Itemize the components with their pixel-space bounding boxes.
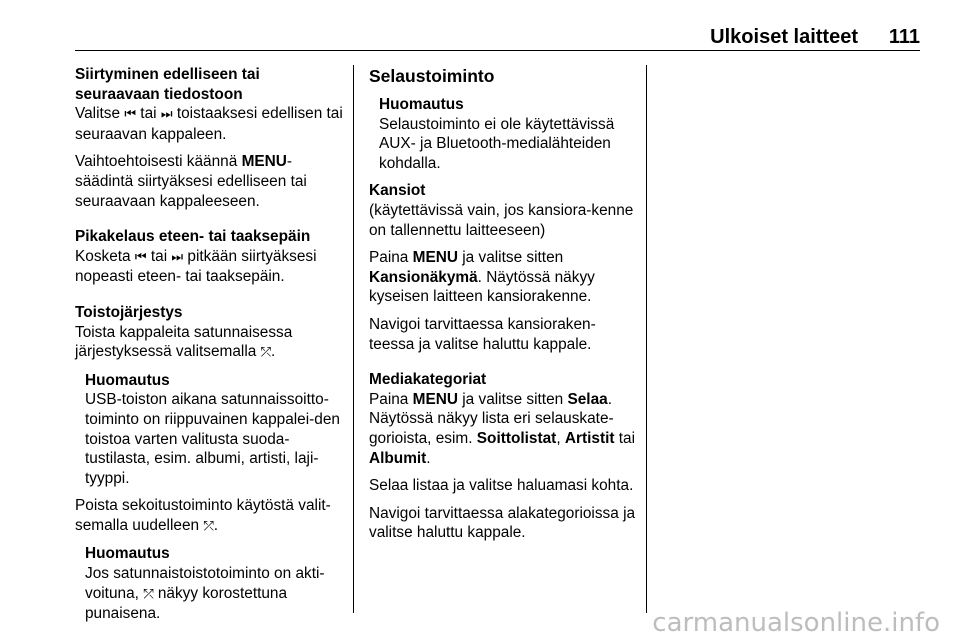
section-heading-skip: Siirtyminen edelliseen tai seuraavaan tiedostoon <box>75 66 260 103</box>
paragraph: Vaihtoehtoisesti käännä MENU-säädintä siirtyäksesi edelliseen tai seuraavaan kappaleeseen. <box>75 153 307 210</box>
note-box <box>369 95 637 173</box>
paragraph: Paina MENU ja valitse sitten Kansionäkymä. Näytössä näkyy kyseisen laitteen kansiorakenne. <box>369 249 595 306</box>
paragraph: (käytettävissä vain, jos kansiora-kenne on tallennettu laitteeseen) <box>369 201 634 239</box>
section-heading-browse: Selaustoiminto <box>369 66 495 86</box>
page-number: 111 <box>888 26 920 48</box>
paragraph: Navigoi tarvittaessa kansioraken-teessa ja valitse haluttu kappale. <box>369 315 596 353</box>
page-header <box>75 22 920 51</box>
column-divider-right <box>646 65 647 613</box>
column-divider-left <box>353 65 354 613</box>
next-track-icon: ⏭ <box>171 249 184 265</box>
paragraph: Kosketa ⏮ tai ⏭ pitkään siirtyäksesi nopeasti eteen- tai taaksepäin. <box>75 247 317 286</box>
paragraph: Valitse ⏮ tai ⏭ toistaaksesi edellisen tai seuraavan kappaleen. <box>75 105 343 143</box>
paragraph: Navigoi tarvittaessa alakategorioissa ja valitse haluttu kappale. <box>369 504 636 542</box>
note-title: Huomautus <box>379 96 464 113</box>
note-text: Selaustoiminto ei ole käytettävissä AUX- ja Bluetooth-medialähteiden kohdalla. <box>379 115 615 172</box>
section-heading-media-categories: Mediakategoriat <box>369 371 487 389</box>
prev-track-icon: ⏮ <box>124 107 137 123</box>
section-heading-fast-forward: Pikakelaus eteen- tai taaksepäin <box>75 228 311 246</box>
shuffle-icon: ⤱ <box>143 586 154 602</box>
prev-track-icon: ⏮ <box>134 249 147 265</box>
paragraph: Toista kappaleita satunnaisessa järjestyksessä valitsemalla ⤱. <box>75 323 293 361</box>
page-title: Ulkoiset laitteet <box>710 26 858 48</box>
watermark: carmanualsonline.info <box>652 608 940 638</box>
section-heading-play-order: Toistojärjestys <box>75 303 183 321</box>
paragraph: Poista sekoitustoiminto käytöstä valit-semalla uudelleen ⤱. <box>75 497 331 534</box>
note-text: Jos satunnaistoistotoiminto on akti-voituna, ⤱ näkyy korostettuna punaisena. <box>85 565 325 623</box>
note-box <box>75 371 345 489</box>
paragraph: Paina MENU ja valitse sitten Selaa. Näytössä näkyy lista eri selauskate-gorioista, esim. Soittolistat, Artistit tai Albumit. <box>369 390 635 467</box>
right-column <box>369 65 637 551</box>
left-column <box>75 65 345 632</box>
paragraph: Selaa listaa ja valitse haluamasi kohta. <box>369 477 634 495</box>
shuffle-icon: ⤱ <box>260 345 272 361</box>
shuffle-icon: ⤱ <box>203 518 214 534</box>
note-text: USB-toiston aikana satunnaissoitto-toiminto on riippuvainen kappalei-den toistoa varten valitusta suoda-tustilasta, esim. albumi, artisti, laji-tyyppi. <box>85 391 340 487</box>
next-track-icon: ⏭ <box>160 107 173 123</box>
note-title: Huomautus <box>85 545 170 563</box>
note-title: Huomautus <box>85 371 170 389</box>
note-box <box>75 544 345 623</box>
section-heading-folders: Kansiot <box>369 182 426 200</box>
